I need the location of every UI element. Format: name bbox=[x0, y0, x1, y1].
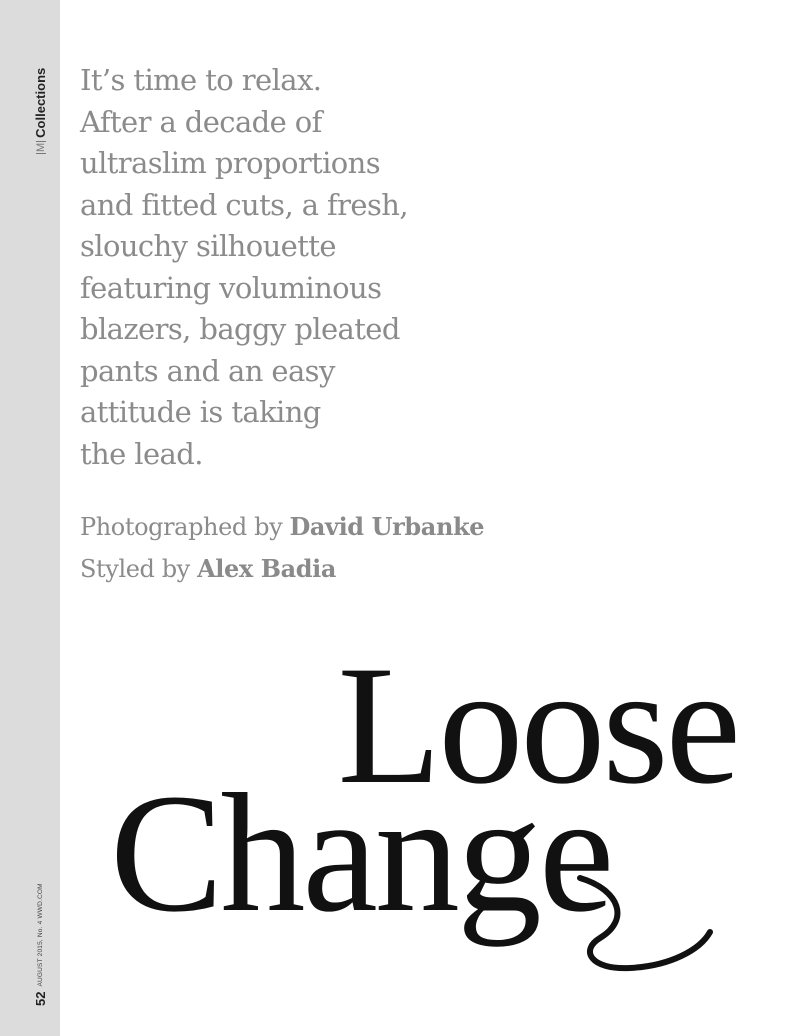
intro-line: pants and an easy bbox=[80, 353, 335, 388]
section-logo: M bbox=[34, 142, 47, 152]
issue-line: AUGUST 2015, No. 4 WWD.COM bbox=[37, 883, 44, 987]
intro-line: featuring voluminous bbox=[80, 270, 382, 305]
headline-line-1: Loose bbox=[337, 631, 738, 819]
photo-credit-prefix: Photographed by bbox=[80, 513, 283, 541]
intro-line: It’s time to relax. bbox=[80, 63, 322, 97]
intro-paragraph bbox=[80, 60, 520, 475]
intro-line: ultraslim proportions bbox=[80, 146, 381, 180]
stylist-name: Alex Badia bbox=[197, 554, 337, 583]
intro-line: After a decade of bbox=[80, 104, 322, 139]
credits bbox=[80, 506, 484, 590]
intro-line: attitude is taking bbox=[80, 395, 321, 429]
intro-line: slouchy silhouette bbox=[80, 229, 336, 263]
swash-flourish bbox=[560, 860, 760, 980]
section-label: Collections bbox=[33, 67, 48, 138]
style-credit-prefix: Styled by bbox=[80, 555, 190, 583]
intro-line: blazers, baggy pleated bbox=[80, 312, 400, 346]
photo-credit bbox=[80, 506, 484, 548]
section-tag bbox=[33, 68, 48, 154]
headline-line-2: Change bbox=[110, 759, 612, 947]
style-credit bbox=[80, 548, 484, 590]
page-number: 52 bbox=[33, 991, 48, 1006]
intro-line: the lead. bbox=[80, 436, 203, 471]
photographer-name: David Urbanke bbox=[289, 512, 485, 541]
intro-line: and fitted cuts, a fresh, bbox=[80, 187, 408, 222]
